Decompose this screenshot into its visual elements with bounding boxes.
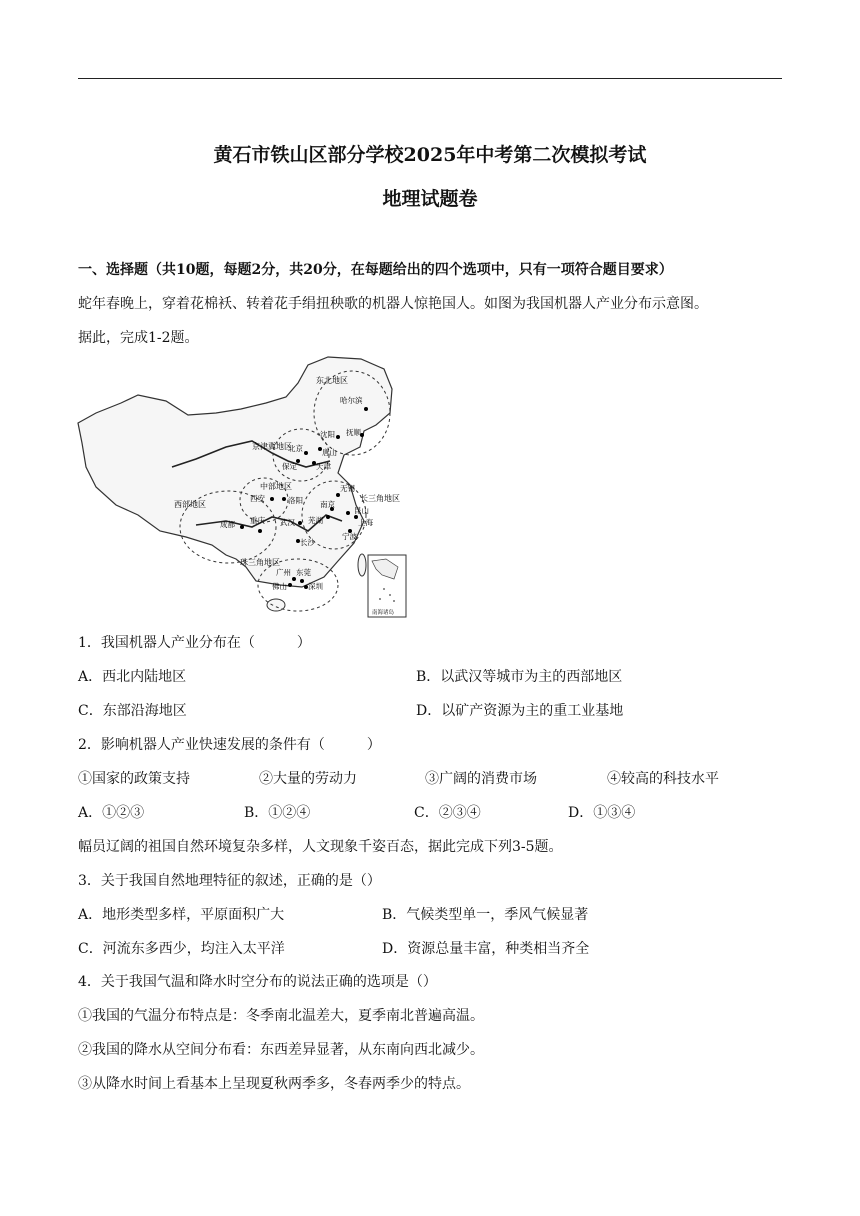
exam-title: 黄石市铁山区部分学校2025年中考第二次模拟考试: [213, 144, 647, 166]
city-dot: [336, 493, 340, 497]
map-region-label: 东北地区: [316, 376, 348, 385]
city-dot: [298, 521, 302, 525]
map-city-label: 西安: [250, 494, 265, 503]
city-dot: [240, 525, 244, 529]
q1-option-d[interactable]: D．以矿产资源为主的重工业基地: [416, 703, 624, 719]
map-city-label: 东莞: [296, 568, 311, 577]
map-city-label: 芜湖: [308, 516, 323, 525]
inset-label: 南海诸岛: [372, 610, 395, 616]
map-city-label: 哈尔滨: [340, 396, 363, 405]
map-region-label: 中部地区: [260, 482, 292, 491]
city-dot: [292, 577, 296, 581]
q2-condition-4: ④较高的科技水平: [607, 771, 719, 787]
map-city-label: 北京: [288, 444, 303, 453]
city-dot: [326, 515, 330, 519]
q3-stem: 3．关于我国自然地理特征的叙述，正确的是（）: [78, 873, 381, 889]
q2-option-b[interactable]: B．①②④: [244, 805, 311, 821]
q2-option-a[interactable]: A．①②③: [78, 805, 145, 821]
map-city-label: 抚顺: [346, 428, 361, 437]
map-region-label: 珠三角地区: [240, 558, 280, 567]
q4-stem: 4．关于我国气温和降水时空分布的说法正确的选项是（）: [78, 974, 437, 990]
map-city-label: 保定: [282, 462, 297, 471]
map-city-label: 上海: [358, 518, 373, 527]
q3-option-c[interactable]: C．河流东多西少，均注入太平洋: [78, 941, 285, 957]
q1-option-a[interactable]: A．西北内陆地区: [78, 669, 187, 685]
q3-option-a[interactable]: A．地形类型多样，平原面积广大: [78, 907, 285, 923]
city-dot: [258, 529, 262, 533]
map-city-label: 天津: [316, 462, 331, 471]
map-city-label: 广州: [276, 568, 291, 577]
q1-stem: 1．我国机器人产业分布在（ ）: [78, 635, 311, 651]
taiwan-island: [358, 554, 366, 576]
map-region-label: 京津冀地区: [252, 442, 292, 451]
map-city-label: 成都: [220, 520, 235, 529]
map-region-label: 西部地区: [174, 500, 206, 509]
q2-condition-3: ③广阔的消费市场: [425, 771, 537, 787]
intro1-line1: 蛇年春晚上，穿着花棉袄、转着花手绢扭秧歌的机器人惊艳国人。如图为我国机器人产业分布示意图。: [78, 296, 708, 312]
q2-condition-2: ②大量的劳动力: [259, 771, 357, 787]
map-region-label: 长三角地区: [360, 494, 400, 503]
map-city-label: 昆山: [354, 506, 369, 515]
map-city-label: 南京: [320, 500, 335, 509]
q1-option-c[interactable]: C．东部沿海地区: [78, 703, 187, 719]
city-dot: [288, 583, 292, 587]
map-city-label: 重庆: [250, 516, 265, 525]
city-dot: [282, 497, 286, 501]
q2-option-d[interactable]: D．①③④: [568, 805, 636, 821]
exam-subtitle: 地理试题卷: [382, 188, 478, 210]
city-dot: [300, 579, 304, 583]
q2-condition-1: ①国家的政策支持: [78, 771, 190, 787]
city-dot: [336, 435, 340, 439]
map-city-label: 沈阳: [320, 430, 335, 439]
q4-statement-2: ②我国的降水从空间分布看：东西差异显著，从东南向西北减少。: [78, 1042, 484, 1058]
map-city-label: 长沙: [300, 538, 315, 547]
map-city-label: 唐山: [322, 448, 337, 457]
q4-statement-1: ①我国的气温分布特点是：冬季南北温差大，夏季南北普遍高温。: [78, 1008, 484, 1024]
q3-option-b[interactable]: B．气候类型单一，季风气候显著: [382, 907, 589, 923]
map-city-label: 深圳: [308, 582, 323, 591]
header-rule: [78, 78, 782, 79]
section1-header: 一、选择题（共10题，每题2分，共20分，在每题给出的四个选项中，只有一项符合题目要求）: [78, 262, 673, 278]
q3-option-d[interactable]: D．资源总量丰富，种类相当齐全: [382, 941, 590, 957]
city-dot: [270, 497, 274, 501]
china-outline: [78, 357, 392, 587]
map-city-label: 无锡: [340, 484, 355, 493]
city-dot: [364, 407, 368, 411]
q4-statement-3: ③从降水时间上看基本上呈现夏秋两季多，冬春两季少的特点。: [78, 1076, 470, 1092]
q2-option-c[interactable]: C．②③④: [414, 805, 481, 821]
map-city-label: 佛山: [272, 582, 287, 591]
robot-industry-map: [76, 355, 416, 620]
intro2: 幅员辽阔的祖国自然环境复杂多样，人文现象千姿百态，据此完成下列3-5题。: [78, 839, 563, 855]
map-city-label: 武汉: [280, 518, 295, 527]
q1-option-b[interactable]: B．以武汉等城市为主的西部地区: [416, 669, 623, 685]
map-city-label: 宁波: [342, 532, 357, 541]
q2-stem: 2．影响机器人产业快速发展的条件有（ ）: [78, 737, 381, 753]
city-dot: [346, 511, 350, 515]
intro1-line2: 据此，完成1-2题。: [78, 330, 199, 346]
map-city-label: 洛阳: [288, 496, 303, 505]
city-dot: [304, 451, 308, 455]
